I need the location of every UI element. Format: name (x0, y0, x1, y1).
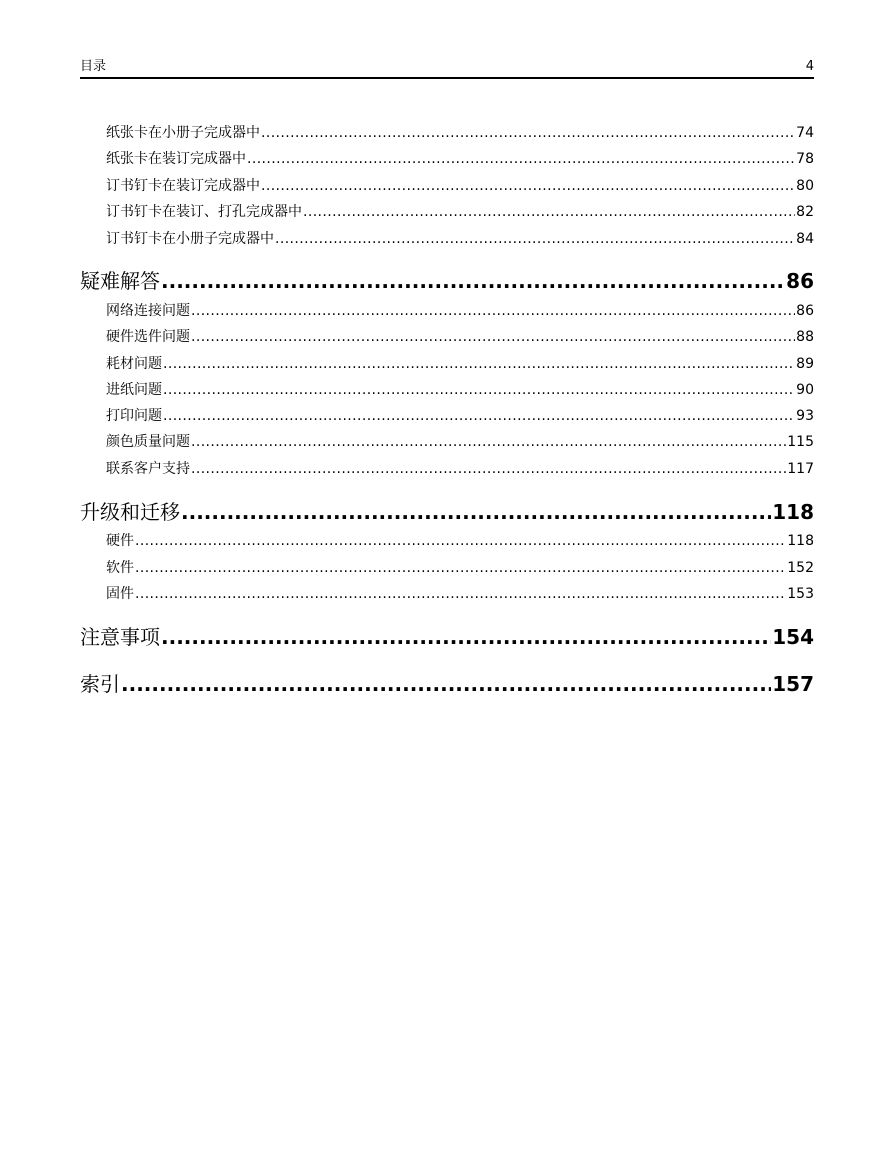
toc-entry-page: 80 (796, 178, 814, 194)
toc-leader-dots (163, 381, 795, 399)
toc-entry-label: 联系客户支持 (106, 461, 190, 477)
toc-entry-page: 153 (787, 586, 814, 602)
toc-leader-dots (135, 585, 786, 603)
toc-entry-page: 74 (796, 125, 814, 141)
toc-leader-dots (181, 499, 771, 525)
toc-chapter-page: 86 (786, 269, 814, 293)
toc-entry-page: 84 (796, 231, 814, 247)
toc-chapter-page: 157 (772, 672, 814, 696)
toc-entry-label: 耗材问题 (106, 356, 162, 372)
toc-chapter-notices[interactable] (80, 624, 814, 650)
toc-entry[interactable] (106, 381, 814, 399)
toc-chapter-label: 升级和迁移 (80, 500, 180, 524)
toc-entry-label: 订书钉卡在小册子完成器中 (106, 231, 274, 247)
toc-entry[interactable] (106, 460, 814, 478)
toc-leader-dots (275, 230, 795, 248)
toc-chapter-index[interactable] (80, 671, 814, 697)
toc-entry[interactable] (106, 407, 814, 425)
header-page-number: 4 (805, 59, 814, 74)
toc-entry[interactable] (106, 302, 814, 320)
toc-entry-page: 115 (787, 434, 814, 450)
toc-chapter-label: 注意事项 (80, 625, 160, 649)
toc-entry-label: 纸张卡在小册子完成器中 (106, 125, 260, 141)
toc-leader-dots (261, 177, 795, 195)
toc-entry-label: 进纸问题 (106, 382, 162, 398)
toc-leader-dots (303, 203, 795, 221)
toc-entry-label: 固件 (106, 586, 134, 602)
toc-entry-label: 硬件选件问题 (106, 329, 190, 345)
toc-leader-dots (163, 407, 795, 425)
toc-entry-label: 纸张卡在装订完成器中 (106, 151, 246, 167)
toc-chapter-page: 118 (772, 500, 814, 524)
toc-leader-dots (247, 150, 795, 168)
toc-entry[interactable] (106, 150, 814, 168)
toc-leader-dots (191, 328, 795, 346)
toc-entry-page: 118 (787, 533, 814, 549)
toc-entry-label: 硬件 (106, 533, 134, 549)
toc-leader-dots (121, 671, 771, 697)
toc-leader-dots (261, 124, 795, 142)
toc-entry-label: 颜色质量问题 (106, 434, 190, 450)
toc-entry-label: 软件 (106, 560, 134, 576)
toc-entry[interactable] (106, 230, 814, 248)
toc-entry-page: 90 (796, 382, 814, 398)
toc-chapter-page: 154 (772, 625, 814, 649)
toc-leader-dots (135, 532, 786, 550)
toc-entry-page: 86 (796, 303, 814, 319)
toc-entry[interactable] (106, 328, 814, 346)
toc-chapter-troubleshooting[interactable] (80, 268, 814, 294)
toc-leader-dots (135, 559, 786, 577)
toc-leader-dots (161, 268, 785, 294)
toc-chapter-label: 索引 (80, 672, 120, 696)
toc-entry[interactable] (106, 177, 814, 195)
toc-leader-dots (191, 433, 786, 451)
toc-entry-label: 网络连接问题 (106, 303, 190, 319)
toc-leader-dots (161, 624, 771, 650)
toc-entry-page: 117 (787, 461, 814, 477)
header-title: 目录 (80, 59, 107, 74)
toc-entry[interactable] (106, 532, 814, 550)
toc-entry-page: 82 (796, 204, 814, 220)
toc-entry-label: 订书钉卡在装订完成器中 (106, 178, 260, 194)
toc-leader-dots (163, 355, 795, 373)
toc-chapter-upgrade[interactable] (80, 499, 814, 525)
toc-leader-dots (191, 460, 786, 478)
toc-entry-page: 93 (796, 408, 814, 424)
toc-entry-page: 89 (796, 356, 814, 372)
toc-entry[interactable] (106, 124, 814, 142)
toc-chapter-label: 疑难解答 (80, 269, 160, 293)
toc-entry-label: 打印问题 (106, 408, 162, 424)
toc-entry-label: 订书钉卡在装订、打孔完成器中 (106, 204, 302, 220)
toc-entry-page: 152 (787, 560, 814, 576)
toc-entry[interactable] (106, 355, 814, 373)
toc-entry[interactable] (106, 203, 814, 221)
toc-entry[interactable] (106, 559, 814, 577)
toc-entry-page: 78 (796, 151, 814, 167)
toc-entry-page: 88 (796, 329, 814, 345)
page-header (80, 57, 814, 79)
toc-entry[interactable] (106, 433, 814, 451)
toc-leader-dots (191, 302, 795, 320)
toc-entry[interactable] (106, 585, 814, 603)
